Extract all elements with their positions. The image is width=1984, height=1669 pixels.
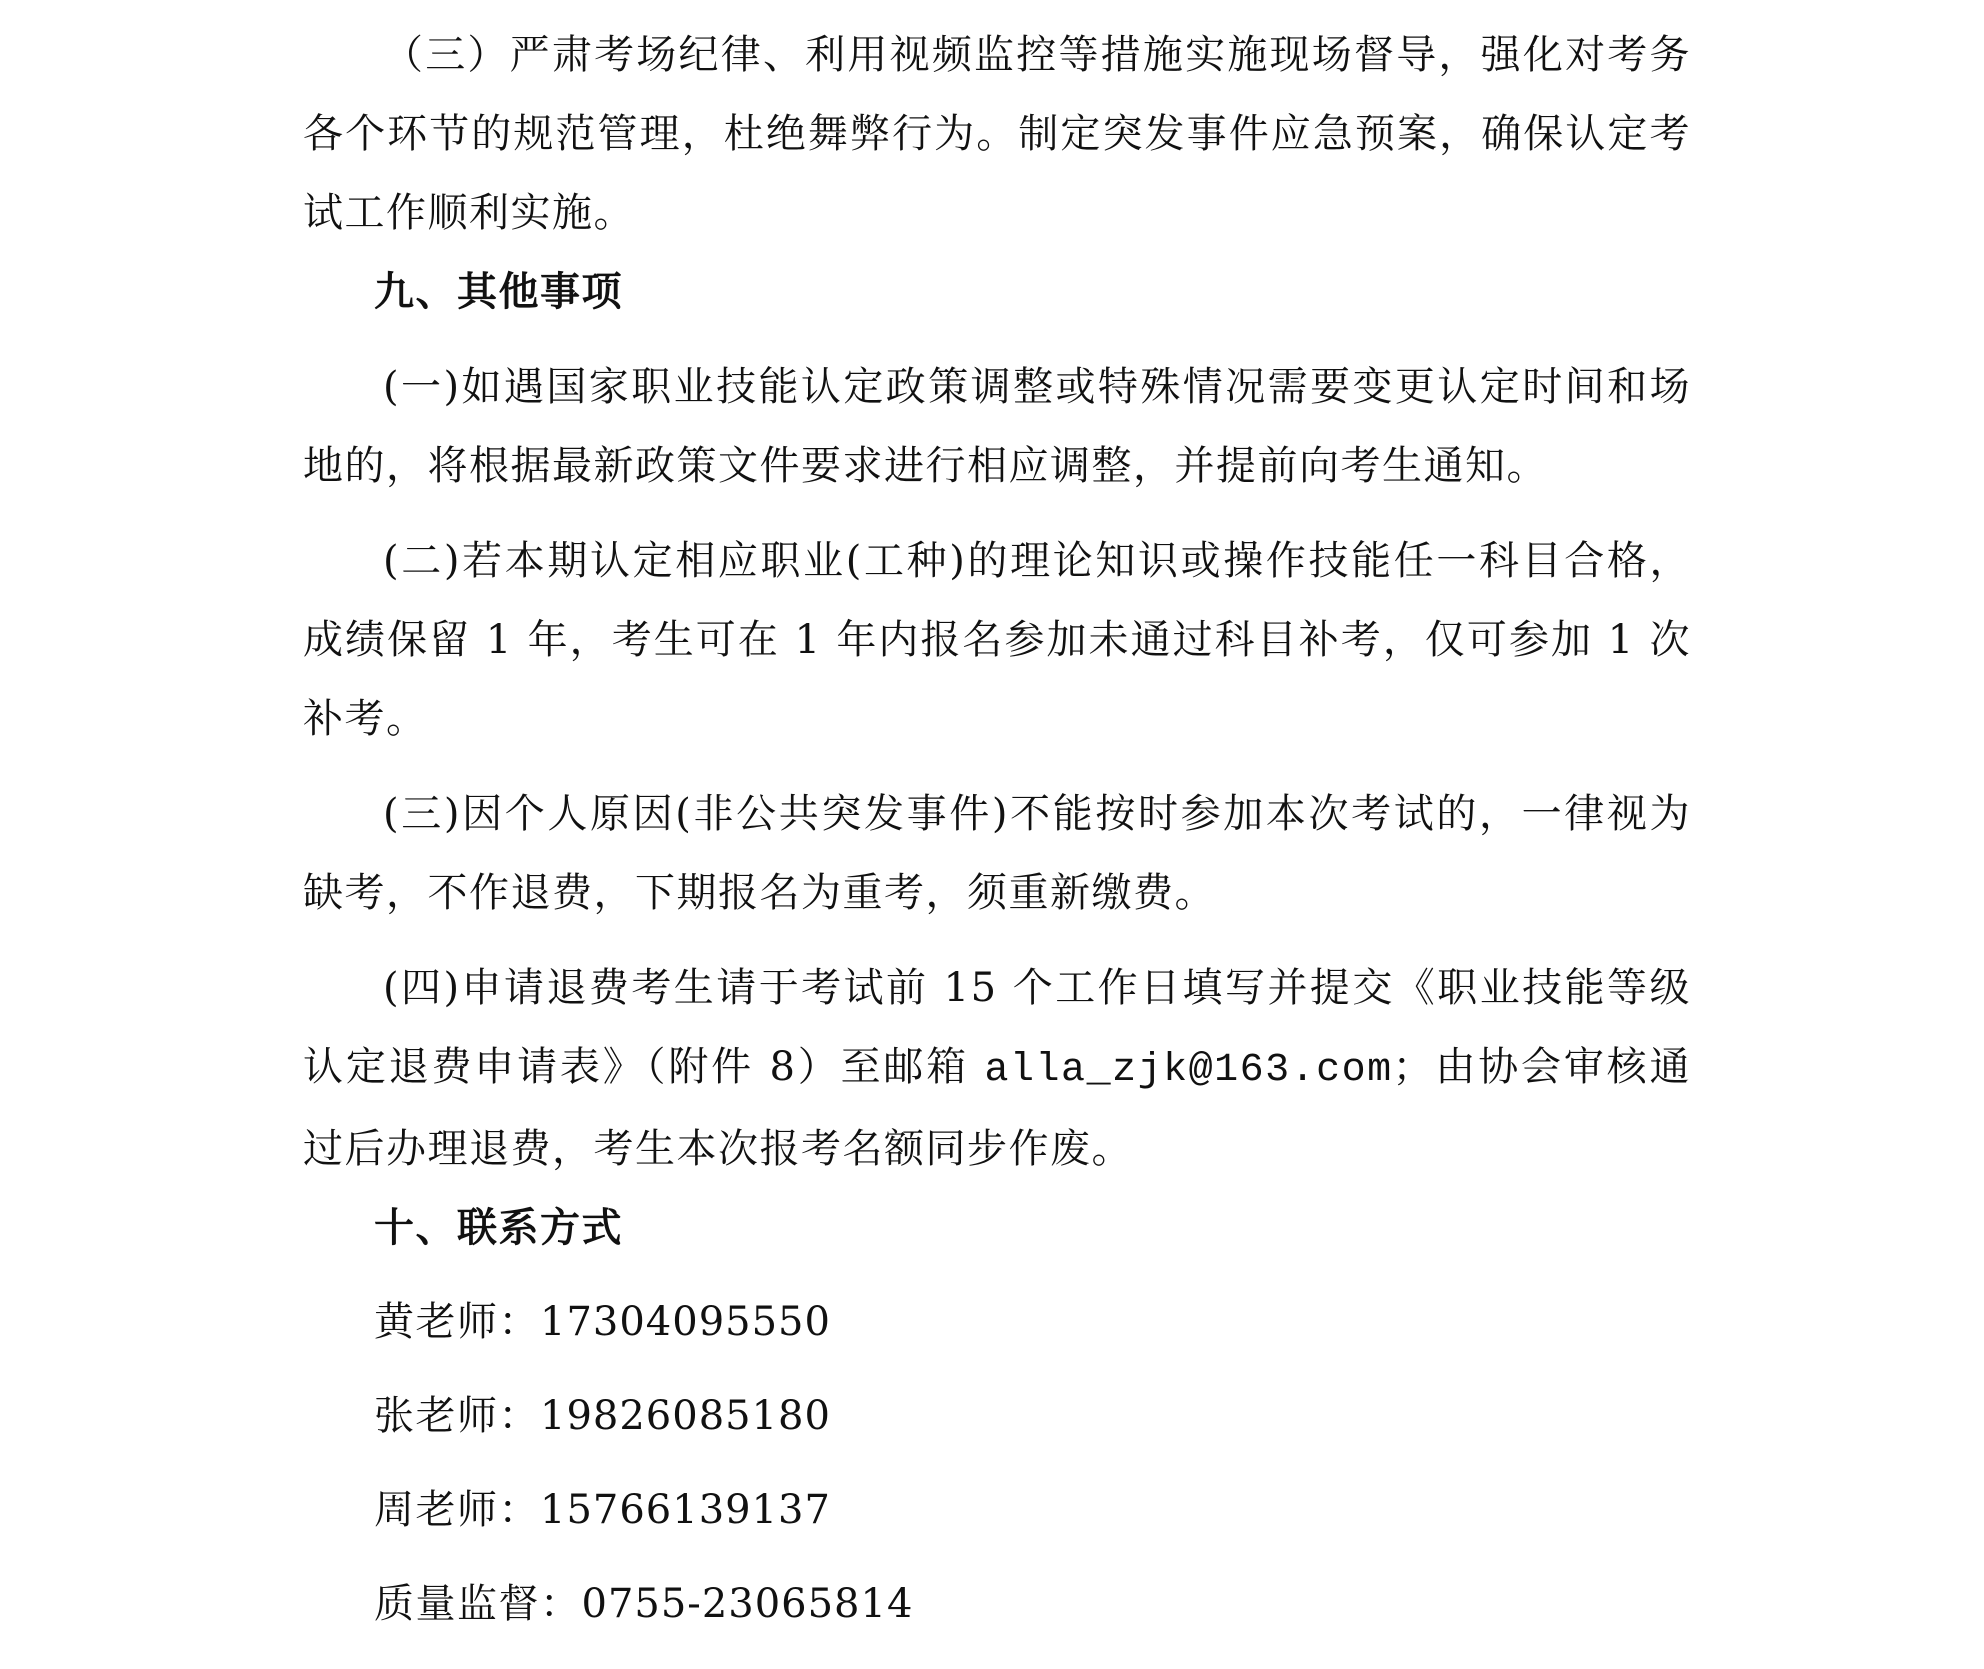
section-heading-contact: 十、联系方式 bbox=[374, 1205, 623, 1251]
document-body bbox=[303, 16, 1691, 1644]
contact-phone: 15766139137 bbox=[540, 1487, 831, 1533]
refund-email-address: alla_zjk@163.com bbox=[984, 1048, 1393, 1093]
paragraph-refund-policy bbox=[303, 949, 1691, 1189]
contact-line-zhou bbox=[303, 1471, 1691, 1550]
section-heading-other-matters: 九、其他事项 bbox=[374, 269, 623, 315]
refund-text-prefix: (四)申请退费考生请于考试前 15 个工作日填写并提交《职业技能等级认定退费申请表》（附件 8）至邮箱 bbox=[303, 965, 1691, 1090]
contact-label: 张老师： bbox=[374, 1393, 540, 1439]
contact-phone: 19826085180 bbox=[540, 1393, 831, 1439]
contact-phone: 17304095550 bbox=[540, 1299, 831, 1345]
contact-label: 黄老师： bbox=[374, 1299, 540, 1345]
paragraph-absence-policy: (三)因个人原因(非公共突发事件)不能按时参加本次考试的，一律视为缺考，不作退费，下期报名为重考，须重新缴费。 bbox=[303, 791, 1691, 916]
paragraph-policy-adjustment: (一)如遇国家职业技能认定政策调整或特殊情况需要变更认定时间和场地的，将根据最新政策文件要求进行相应调整，并提前向考生通知。 bbox=[303, 364, 1691, 489]
paragraph-score-retention: (二)若本期认定相应职业(工种)的理论知识或操作技能任一科目合格，成绩保留 1 年，考生可在 1 年内报名参加未通过科目补考，仅可参加 1 次补考。 bbox=[303, 538, 1691, 742]
contact-phone: 0755-23065814 bbox=[581, 1581, 914, 1627]
contact-line-quality-supervision bbox=[303, 1565, 1691, 1644]
contact-label: 质量监督： bbox=[374, 1581, 582, 1627]
refund-text-suffix: ；由协会审核通过后办理退费，考生本次报考名额同步作废。 bbox=[303, 1044, 1691, 1172]
paragraph-exam-discipline: （三）严肃考场纪律、利用视频监控等措施实施现场督导，强化对考务各个环节的规范管理，杜绝舞弊行为。制定突发事件应急预案，确保认定考试工作顺利实施。 bbox=[303, 32, 1691, 236]
contact-label: 周老师： bbox=[374, 1487, 540, 1533]
contact-line-zhang bbox=[303, 1377, 1691, 1456]
contact-line-huang bbox=[303, 1283, 1691, 1362]
